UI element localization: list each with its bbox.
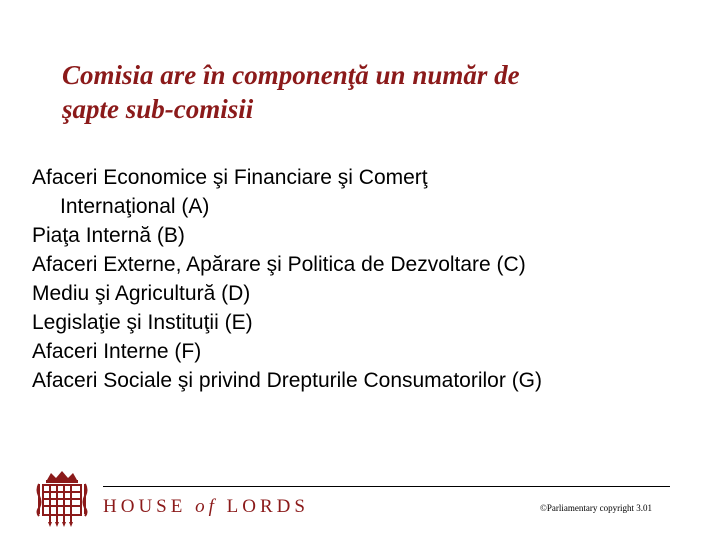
list-item-text: Legislaţie şi Instituţii (E) bbox=[32, 311, 253, 334]
footer-divider bbox=[103, 486, 670, 487]
list-item-text: Afaceri Interne (F) bbox=[32, 340, 202, 363]
list-item bbox=[32, 163, 718, 221]
list-item bbox=[32, 366, 718, 395]
sub-committee-list bbox=[32, 163, 718, 395]
copyright-notice: ©Parliamentary copyright 3.01 bbox=[540, 503, 653, 513]
list-item bbox=[32, 337, 718, 366]
list-item-text: Afaceri Sociale şi privind Drepturile Consumatorilor (G) bbox=[32, 369, 543, 392]
slide-title bbox=[62, 58, 682, 126]
list-item-text: Mediu şi Agricultură (D) bbox=[32, 282, 251, 305]
wordmark-of: of bbox=[195, 496, 218, 517]
list-item-text: Afaceri Externe, Apărare şi Politica de Dezvoltare (C) bbox=[32, 253, 526, 276]
house-of-lords-wordmark bbox=[103, 496, 309, 518]
list-item bbox=[32, 250, 718, 279]
list-item bbox=[32, 308, 718, 337]
wordmark-house: HOUSE bbox=[103, 496, 187, 517]
wordmark-lords: LORDS bbox=[226, 496, 309, 517]
list-item-text: Piaţa Internă (B) bbox=[32, 224, 185, 247]
slide-title-line-2: şapte sub-comisii bbox=[62, 94, 254, 124]
list-item bbox=[32, 279, 718, 308]
portcullis-icon bbox=[33, 470, 91, 528]
slide-title-line-1: Comisia are în componenţă un număr de bbox=[62, 60, 520, 90]
list-item-text: Afaceri Economice şi Financiare şi Comerţ bbox=[32, 166, 428, 189]
list-item bbox=[32, 221, 718, 250]
list-item-text-continued: Internaţional (A) bbox=[60, 195, 210, 218]
